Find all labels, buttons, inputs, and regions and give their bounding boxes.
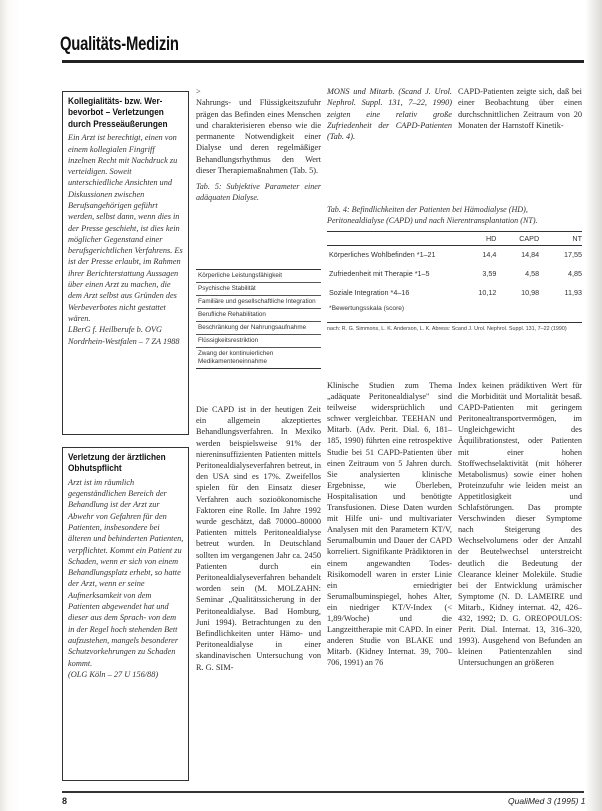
sidebar-box-source: LBerG f. Heilberufe b. OVG Nordrhein-Westfalen – 7 ZA 1988 — [68, 325, 180, 346]
body-paragraph: Klinische Studien zum Thema „adäquate Peritonealdialyse" sind teilweise widersprüchlich und schwer vergleichbar. TEEHAN und Mitarb. (Adv. Perit. Dial. 6, 181–185, 1990) führten eine retrospektive Studie bei 51 CAPD-Patienten über einen Zeitraum von 5 Jahren durch. Sie analysierten klinische Ergebnisse, wie Überleben, Hospitalisation und benötigte Transfusionen. Diese Daten wurden mit Hilfe uni- und multivariater Analysen mit den Parametern KT/V, Serumalbumin und Dauer der CAPD korreliert. Signifikante Prädiktoren in einem angewandten Todes-Risikomodell waren in erster Linie ein erniedrigter Serumalbuminspiegel, hohes Alter, ein niedriger KT/V-Index (< 1,89/Woche) und die Langzeittherapie mit CAPD. In einer anderen Studie von BLAKE und Mitarb. (Kidney Internat. 39, 700–706, 1991) an 76 — [327, 381, 452, 668]
sidebar-box-source: (OLG Köln – 27 U 156/88) — [68, 669, 159, 679]
sidebar-box-care-duty — [62, 447, 189, 781]
table-5-caption: Tab. 5: Subjektive Parameter einer adäquaten Dialyse. — [196, 182, 321, 202]
body-paragraph: CAPD-Patienten zeigte sich, daß bei einer Beobachtung über einen durchschnittlichen Zeitraum von 20 Monaten der Harnstoff Kinetik- — [458, 87, 582, 130]
table-4-footnote: *Bewertungsskala (score) — [329, 305, 405, 312]
table-4-caption: Tab. 4: Befindlichkeiten der Patienten bei Hämodialyse (HD), Peritonealdialyse (CAPD) und nach Nierentransplantation (NT). — [327, 205, 538, 225]
column-1-top — [196, 86, 321, 203]
table-4-cell: 10,98 — [521, 288, 540, 297]
table-4-row — [327, 259, 582, 278]
page-number: 8 — [62, 796, 68, 806]
column-3-bottom — [458, 380, 582, 668]
footer-rule — [62, 791, 584, 793]
column-2-bottom — [327, 380, 452, 668]
table-5-row: Körperliche Leistungsfähigkeit — [196, 270, 321, 283]
sidebar-box-collegiality — [62, 91, 189, 435]
body-paragraph: Die CAPD ist in der heutigen Zeit ein allgemein akzeptiertes Behandlungsverfahren. In Mexiko werden beispielsweise 91% der niereninsuffizienten Patienten mittels Peritonealdialyseverfahren betreut, in den USA sind es 17%. Zweifellos spielen für den Einsatz dieser Verfahren auch sozioökonomische Faktoren eine Rolle. Im Jahre 1992 wurde geschätzt, daß 70000–80000 Patienten mittels Peritonealdialyse betreut wurden. In Deutschland sollten im vergangenen Jahr ca. 2450 Patienten durch ein Peritonealdialyseverfahren behandelt worden sein (M. MOLZAHN: Seminar „Qualitätssicherung in der Peritonealdialyse. Bad Homburg, Juni 1994). Betrachtungen zu den Befindlichkeiten unter Hämo- und Peritonealdialyse in einer skandinavischen Untersuchung von R. G. SIM- — [196, 405, 321, 672]
sidebar-box-title: Kollegialitäts- bzw. Wer-bevorbot – Verletzungen durch Presseäußerungen — [68, 96, 168, 130]
table-4-header-cell: HD — [485, 234, 497, 243]
table-4-cell: 11,93 — [564, 288, 582, 297]
table-4-row — [327, 246, 582, 259]
table-4-cell: 4,58 — [525, 269, 540, 278]
sidebar-box-text: Arzt ist im räumlich gegenständlichen Bereich der Behandlung ist der Arzt zur Abwehr von Gefahren für den Patienten, insbesondere bei älteren und behinderten Patienten, verpflichtet. Kommt ein Patient zu Schaden, wenn er sich von einem Behandlungsplatz erhebt, so hatte der Arzt, wenn er seine Aufmerksamkeit von dem Patienten abgewendet hat und dieser aus dem Sprach- von dem in der Regel hoch stehenden Bett aufzustehen, mangels besonderer Schutzvorkehrungen zu Schaden kommt. — [68, 477, 184, 668]
column-2-top — [327, 86, 452, 142]
table-5 — [196, 269, 321, 369]
table-4-cell: 17,55 — [564, 250, 582, 259]
table-4-source: nach: R. G. Simmons, L. K. Anderson, L. K. Abress: Scand J. Urol. Nephrol. Suppl. 131, 7–22 (1990) — [327, 322, 582, 333]
paragraph-marker: > — [196, 87, 201, 96]
table-4-cell: 3,59 — [482, 269, 497, 278]
table-5-row: Psychische Stabilität — [196, 283, 321, 296]
table-5-row: Familiäre und gesellschaftliche Integration — [196, 296, 321, 309]
table-4-header — [327, 231, 582, 246]
section-title: Qualitäts-Medizin — [60, 34, 179, 55]
body-paragraph: Index keinen prädiktiven Wert für die Morbidität und Mortalität besaß. CAPD-Patienten mit geringem Peritonealtransportvermögen, im Ungleichgewicht des Äquilibrationstest, oder Patienten mit einer hohen Stoffwechselaktivität (mit höherer Metabolismus) sowie einer hohen Proteinzufuhr wie leiden meist an Appetitlosigkeit und Schlafstörungen. Das prompte Verschwinden dieser Symptome nach Steigerung des Wechselvolumens oder der Anzahl der Beutelwechsel unterstreicht deutlich die Bedeutung der Clearance kleiner Moleküle. Studie bei der Entwicklung urämischer Symptome (N. D. LAMEIRE und Mitarb., Kidney internat. 42, 426–432, 1992; D. G. OREOPOULOS: Perit. Dial. Internat. 13, 316–320, 1993). Ausgehend von Befunden an kleinen Patientenzahlen sind Untersuchungen an größeren — [458, 381, 582, 668]
column-3-top — [458, 86, 582, 131]
table-4-cell: Soziale Integration *4–16 — [329, 288, 410, 297]
table-4-cell: Körperliches Wohlbefinden *1–21 — [329, 250, 436, 259]
column-1-bottom — [196, 404, 321, 673]
table-4 — [327, 205, 582, 333]
table-4-row — [327, 278, 582, 297]
table-5-row: Zwang der kontinuierlichen Medikamenteneinnahme — [198, 350, 274, 365]
table-4-cell: 14,4 — [482, 250, 497, 259]
body-paragraph: MONS und Mitarb. (Scand J. Urol. Nephrol. Suppl. 131, 7–22, 1990) zeigten eine relativ große Zufriedenheit der CAPD-Patienten (Tab. 4). — [327, 87, 452, 141]
table-4-cell: Zufriedenheit mit Therapie *1–5 — [329, 269, 430, 278]
table-4-header-cell: NT — [572, 234, 582, 243]
table-5-row: Flüssigkeitsrestriktion — [196, 335, 321, 348]
journal-reference: QualiMed 3 (1995) 1 — [508, 796, 586, 806]
sidebar-box-title: Verletzung der ärztlichen Obhutspflicht — [68, 452, 166, 475]
sidebar-box-text: Ein Arzt ist berechtigt, einen von einem kollegialen Fingriff inzelnen Recht mit Nachdruck zu verteidigen. Soweit unterschiedliche Ansichten und Diskussionen zwischen Berufsangehörigen geführt werden, selbst dann, wenn dies in der Presse geschieht, ist dies kein möglicher Gegenstand einer berufsgerichtlichen Verfahrens. Es ist der Presse erlaubt, im Rahmen ihrer Berichterstattung Aussagen über einen Arzt zu machen, die dem Arzt selbst aus Gründen des Werbeverbotes nicht gestattet wären. — [68, 133, 183, 323]
header-rule — [62, 60, 584, 63]
body-paragraph: Nahrungs- und Flüssigkeitszufuhr prägen das Befinden eines Menschen und charakterisieren ebenso wie die permanente Notwendigkeit einer Dialyse und deren regelmäßiger Behandlungsrhythmus den Wert dieser Therapiemaßnahmen (Tab. 5). — [196, 98, 321, 175]
table-4-header-cell: CAPD — [519, 234, 540, 243]
table-5-row: Berufliche Rehabilitation — [196, 309, 321, 322]
table-5-row: Beschränkung der Nahrungsaufnahme — [196, 322, 321, 335]
table-4-cell: 4,85 — [568, 269, 582, 278]
table-4-cell: 14,84 — [521, 250, 540, 259]
table-4-cell: 10,12 — [478, 288, 497, 297]
